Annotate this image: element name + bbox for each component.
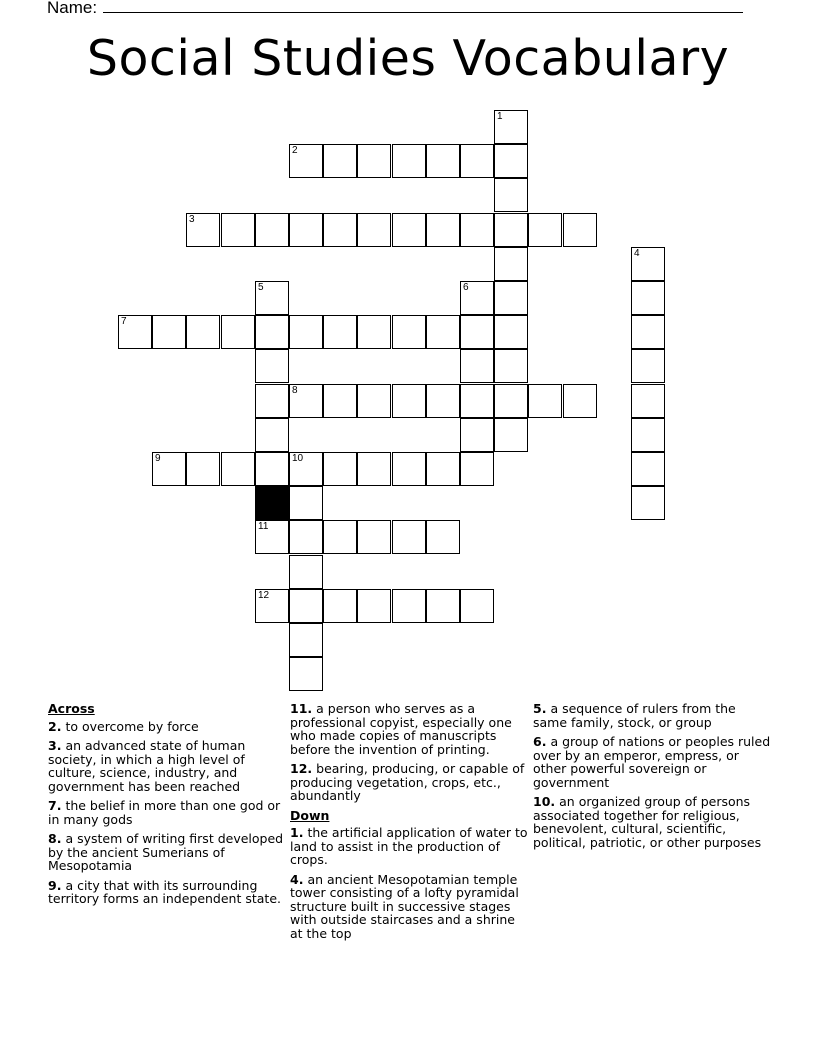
clue-down-4: 4. an ancient Mesopotamian temple tower consisting of a lofty pyramidal structure built in successive stages with outside staircases and a shrine at the top: [290, 871, 519, 941]
grid-cell[interactable]: [357, 589, 391, 623]
grid-cell[interactable]: [631, 349, 665, 383]
name-label: Name:: [47, 0, 98, 17]
grid-cell[interactable]: [221, 213, 255, 247]
clue-number: 11: [258, 521, 269, 532]
clue-number: 8: [292, 385, 298, 396]
grid-cell[interactable]: [460, 452, 494, 486]
clue-number: 7: [121, 316, 127, 327]
clue-number: 12: [258, 590, 270, 601]
grid-cell[interactable]: [289, 144, 323, 178]
grid-cell[interactable]: [460, 281, 494, 315]
grid-cell[interactable]: [528, 384, 562, 418]
grid-cell[interactable]: [221, 452, 255, 486]
grid-cell[interactable]: [631, 384, 665, 418]
clue-number: 3: [189, 214, 195, 225]
grid-cell[interactable]: [255, 452, 289, 486]
grid-cell[interactable]: [323, 213, 357, 247]
grid-cell[interactable]: [289, 213, 323, 247]
grid-cell[interactable]: [255, 349, 289, 383]
clues-column-2: [290, 702, 528, 946]
clues-column-1: [48, 702, 286, 912]
clue-number: 5: [258, 282, 264, 293]
grid-cell[interactable]: [494, 247, 528, 281]
grid-cell[interactable]: [392, 384, 426, 418]
grid-cell[interactable]: [426, 520, 460, 554]
grid-cell[interactable]: [357, 520, 391, 554]
grid-cell[interactable]: [460, 213, 494, 247]
clues-column-3: [533, 702, 771, 855]
grid-cell[interactable]: [357, 452, 391, 486]
grid-cell[interactable]: [494, 110, 528, 144]
grid-cell[interactable]: [186, 213, 220, 247]
grid-cell[interactable]: [460, 384, 494, 418]
grid-cell[interactable]: [357, 213, 391, 247]
grid-cell[interactable]: [289, 384, 323, 418]
clue-across-3: 3. an advanced state of human society, in which a high level of culture, science, industry, and government has been reached: [48, 738, 246, 794]
grid-cell[interactable]: [426, 589, 460, 623]
grid-cell[interactable]: [631, 315, 665, 349]
down-heading: Down: [290, 807, 330, 823]
grid-cell[interactable]: [289, 589, 323, 623]
clue-across-8: 8. a system of writing first developed by the ancient Sumerians of Mesopotamia: [48, 831, 284, 873]
grid-cell[interactable]: [357, 144, 391, 178]
clue-across-7: 7. the belief in more than one god or in many gods: [48, 798, 281, 827]
grid-cell[interactable]: [289, 555, 323, 589]
grid-cell[interactable]: [494, 315, 528, 349]
grid-cell[interactable]: [460, 144, 494, 178]
grid-cell[interactable]: [631, 452, 665, 486]
grid-cell[interactable]: [494, 349, 528, 383]
grid-cell[interactable]: [186, 452, 220, 486]
grid-cell[interactable]: [323, 589, 357, 623]
grid-cell[interactable]: [221, 315, 255, 349]
grid-cell[interactable]: [460, 589, 494, 623]
grid-cell[interactable]: [426, 144, 460, 178]
grid-cell[interactable]: [255, 281, 289, 315]
clue-across-2: 2. to overcome by force: [48, 718, 199, 734]
grid-cell[interactable]: [426, 315, 460, 349]
grid-cell[interactable]: [323, 315, 357, 349]
grid-cell[interactable]: [289, 657, 323, 691]
grid-cell[interactable]: [255, 315, 289, 349]
grid-cell[interactable]: [357, 384, 391, 418]
grid-cell[interactable]: [392, 315, 426, 349]
grid-cell[interactable]: [289, 520, 323, 554]
clue-across-9: 9. a city that with its surrounding territory forms an independent state.: [48, 877, 281, 906]
black-square: [255, 486, 289, 520]
grid-cell[interactable]: [460, 315, 494, 349]
clue-number: 9: [155, 453, 161, 464]
grid-cell[interactable]: [289, 315, 323, 349]
grid-cell[interactable]: [357, 315, 391, 349]
grid-cell[interactable]: [631, 418, 665, 452]
clue-down-10: 10. an organized group of persons associated together for religious, benevolent, cultural, scientific, political, patriotic, or other purposes: [533, 794, 762, 850]
grid-cell[interactable]: [426, 213, 460, 247]
grid-cell[interactable]: [528, 213, 562, 247]
clue-number: 6: [463, 282, 469, 293]
grid-cell[interactable]: [631, 486, 665, 520]
grid-cell[interactable]: [494, 213, 528, 247]
clue-across-12: 12. bearing, producing, or capable of producing vegetation, crops, etc., abundantly: [290, 761, 525, 803]
clue-number: 10: [292, 453, 304, 464]
clue-down-6: 6. a group of nations or peoples ruled over by an emperor, empress, or other powerful sovereign or government: [533, 734, 771, 790]
grid-cell[interactable]: [392, 144, 426, 178]
grid-cell[interactable]: [563, 213, 597, 247]
grid-cell[interactable]: [255, 418, 289, 452]
clue-number: 2: [292, 145, 298, 156]
grid-cell[interactable]: [494, 418, 528, 452]
grid-cell[interactable]: [255, 384, 289, 418]
clue-down-1: 1. the artificial application of water to land to assist in the production of crops.: [290, 825, 528, 867]
grid-cell[interactable]: [152, 315, 186, 349]
grid-cell[interactable]: [494, 281, 528, 315]
grid-cell[interactable]: [255, 520, 289, 554]
grid-cell[interactable]: [460, 418, 494, 452]
grid-cell[interactable]: [392, 589, 426, 623]
clue-number: 1: [497, 111, 503, 122]
grid-cell[interactable]: [494, 178, 528, 212]
grid-cell[interactable]: [289, 623, 323, 657]
grid-cell[interactable]: [631, 247, 665, 281]
grid-cell[interactable]: [392, 452, 426, 486]
grid-cell[interactable]: [289, 486, 323, 520]
clue-across-11: 11. a person who serves as a professional copyist, especially one who made copies of manuscripts before the invention of printing.: [290, 701, 512, 757]
page-title: Social Studies Vocabulary: [86, 30, 730, 87]
clue-down-5: 5. a sequence of rulers from the same family, stock, or group: [533, 701, 736, 730]
clue-number: 4: [634, 248, 640, 259]
grid-cell[interactable]: [289, 452, 323, 486]
grid-cell[interactable]: [494, 384, 528, 418]
grid-cell[interactable]: [323, 384, 357, 418]
grid-cell[interactable]: [186, 315, 220, 349]
grid-cell[interactable]: [323, 452, 357, 486]
grid-cell[interactable]: [392, 520, 426, 554]
grid-cell[interactable]: [563, 384, 597, 418]
grid-cell[interactable]: [426, 452, 460, 486]
grid-cell[interactable]: [460, 349, 494, 383]
grid-cell[interactable]: [152, 452, 186, 486]
grid-cell[interactable]: [494, 144, 528, 178]
grid-cell[interactable]: [631, 281, 665, 315]
grid-cell[interactable]: [118, 315, 152, 349]
grid-cell[interactable]: [392, 213, 426, 247]
grid-cell[interactable]: [323, 520, 357, 554]
grid-cell[interactable]: [255, 213, 289, 247]
grid-cell[interactable]: [426, 384, 460, 418]
across-heading: Across: [48, 701, 95, 716]
grid-cell[interactable]: [255, 589, 289, 623]
grid-cell[interactable]: [323, 144, 357, 178]
